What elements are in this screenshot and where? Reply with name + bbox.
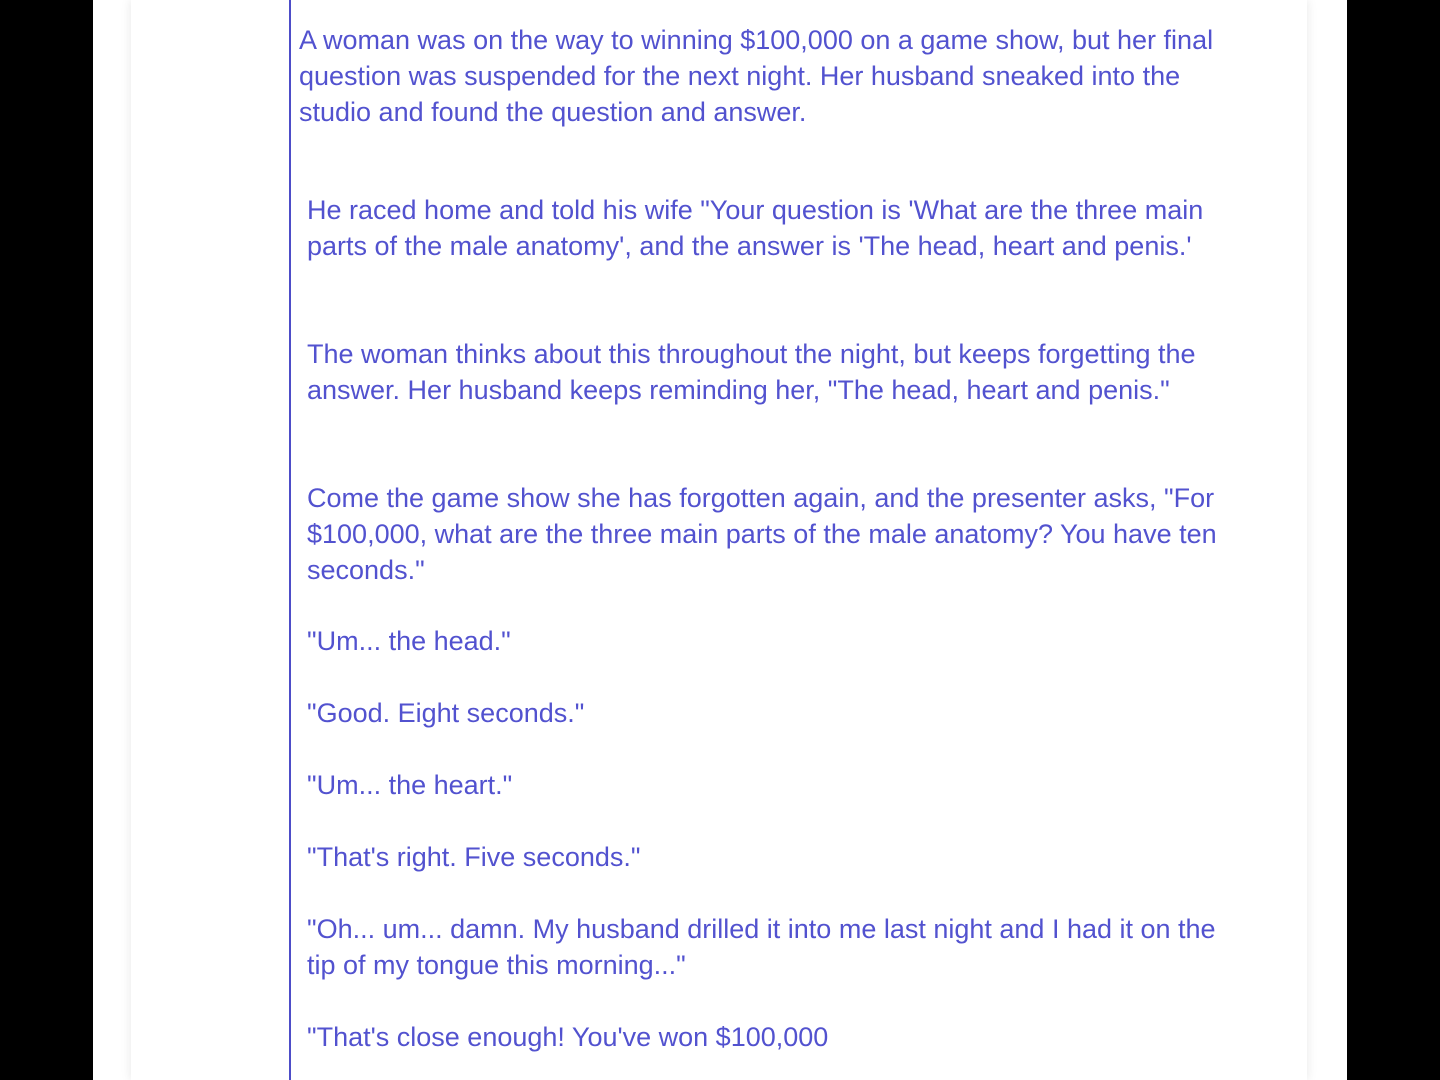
story-paragraph: He raced home and told his wife "Your question is 'What are the three main parts of the male anatomy', and the answer is 'The head, heart and penis.' — [307, 195, 1204, 261]
post-card — [131, 0, 1307, 1080]
story-paragraph: "Um... the heart." — [307, 770, 513, 800]
intro-paragraph: A woman was on the way to winning $100,000 on a game show, but her final question was suspended for the next night. Her husband sneaked into the studio and found the question and answer. — [299, 25, 1214, 127]
story-paragraph: Come the game show she has forgotten again, and the presenter asks, "For $100,000, what are the three main parts of the male anatomy? You have ten seconds." — [307, 483, 1217, 585]
story-paragraph: "Um... the head." — [307, 626, 511, 656]
story-paragraph: "Good. Eight seconds." — [307, 698, 585, 728]
story-paragraph: The woman thinks about this throughout the night, but keeps forgetting the answer. Her husband keeps reminding her, "The head, heart and penis." — [307, 339, 1196, 405]
story-paragraph: "That's close enough! You've won $100,000 — [307, 1022, 829, 1052]
story-paragraph: "Oh... um... damn. My husband drilled it into me last night and I had it on the tip of my tongue this morning..." — [307, 914, 1216, 980]
story-paragraph: "That's right. Five seconds." — [307, 842, 641, 872]
page — [93, 0, 1347, 1080]
quote-bar — [289, 0, 291, 1080]
